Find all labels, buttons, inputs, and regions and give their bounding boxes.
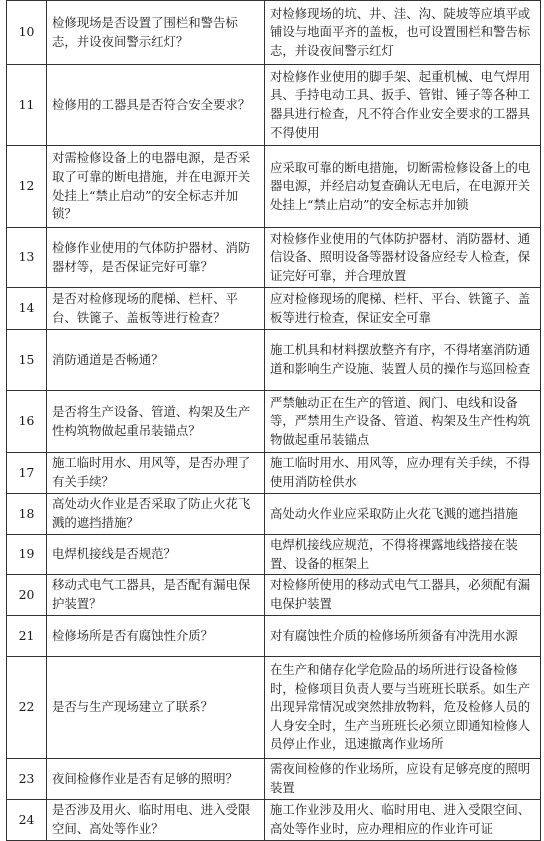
check-question: 是否与生产现场建立了联系？ bbox=[47, 657, 265, 759]
check-requirement: 高处动火作业应采取防止火花飞溅的遮挡措施 bbox=[265, 494, 541, 535]
table-row bbox=[7, 616, 541, 657]
table-row bbox=[7, 391, 541, 453]
check-question: 检修作业使用的气体防护器材、消防器材等，是否保证完好可靠？ bbox=[47, 228, 265, 288]
check-question: 检修场所是否有腐蚀性介质？ bbox=[47, 616, 265, 657]
check-requirement: 对检修现场的坑、井、洼、沟、陡坡等应填平或铺设与地面平齐的盖板，也可设置围栏和警告标志，并设夜间警示红灯 bbox=[265, 1, 541, 65]
table-row bbox=[7, 453, 541, 494]
check-requirement: 对有腐蚀性介质的检修场所须备有冲洗用水源 bbox=[265, 616, 541, 657]
table-row bbox=[7, 1, 541, 65]
check-question: 电焊机接线是否规范？ bbox=[47, 535, 265, 575]
row-number: 15 bbox=[7, 330, 47, 391]
row-number: 12 bbox=[7, 146, 47, 228]
check-question: 检修用的工器具是否符合安全要求？ bbox=[47, 65, 265, 146]
check-question: 施工临时用水、用风等，是否办理了有关手续？ bbox=[47, 453, 265, 494]
check-question: 移动式电气工器具，是否配有漏电保护装置？ bbox=[47, 575, 265, 616]
table-row bbox=[7, 575, 541, 616]
check-question: 消防通道是否畅通？ bbox=[47, 330, 265, 391]
check-requirement: 严禁触动正在生产的管道、阀门、电线和设备等，严禁用生产设备、管道、构架及生产性构筑物做起重吊装锚点 bbox=[265, 391, 541, 453]
check-requirement: 对检修作业使用的气体防护器材、消防器材、通信设备、照明设备等器材设备应经专人检查，保证完好可靠，并合理放置 bbox=[265, 228, 541, 288]
table-row bbox=[7, 800, 541, 841]
table-row bbox=[7, 146, 541, 228]
row-number: 20 bbox=[7, 575, 47, 616]
check-requirement: 对检修作业使用的脚手架、起重机械、电气焊用具、手持电动工具、扳手、管钳、锤子等各种工器具进行检查，凡不符合作业安全要求的工器具不得使用 bbox=[265, 65, 541, 146]
check-question: 高处动火作业是否采取了防止火花飞溅的遮挡措施？ bbox=[47, 494, 265, 535]
check-requirement: 施工临时用水、用风等，应办理有关手续，不得使用消防栓供水 bbox=[265, 453, 541, 494]
check-requirement: 需夜间检修的作业场所，应设有足够亮度的照明装置 bbox=[265, 759, 541, 800]
check-requirement: 应对检修现场的爬梯、栏杆、平台、铁篦子、盖板等进行检查，保证安全可靠 bbox=[265, 288, 541, 330]
check-requirement: 施工机具和材料摆放整齐有序，不得堵塞消防通道和影响生产设施、装置人员的操作与巡回检查 bbox=[265, 330, 541, 391]
check-question: 检修现场是否设置了围栏和警告标志，并设夜间警示红灯？ bbox=[47, 1, 265, 65]
inspection-checklist-table bbox=[6, 0, 541, 841]
check-question: 是否对检修现场的爬梯、栏杆、平台、铁篦子、盖板等进行检查？ bbox=[47, 288, 265, 330]
row-number: 11 bbox=[7, 65, 47, 146]
table-row bbox=[7, 494, 541, 535]
row-number: 10 bbox=[7, 1, 47, 65]
row-number: 23 bbox=[7, 759, 47, 800]
check-requirement: 对检修所使用的移动式电气工器具，必须配有漏电保护装置 bbox=[265, 575, 541, 616]
row-number: 22 bbox=[7, 657, 47, 759]
check-requirement: 应采取可靠的断电措施，切断需检修设备上的电器电源，并经启动复查确认无电后，在电源开关处挂上“禁止启动”的安全标志并加锁 bbox=[265, 146, 541, 228]
check-requirement: 电焊机接线应规范，不得将裸露地线搭接在装置、设备的框架上 bbox=[265, 535, 541, 575]
row-number: 16 bbox=[7, 391, 47, 453]
row-number: 19 bbox=[7, 535, 47, 575]
table-row bbox=[7, 657, 541, 759]
table-row bbox=[7, 288, 541, 330]
row-number: 24 bbox=[7, 800, 47, 841]
check-requirement: 在生产和储存化学危险品的场所进行设备检修时，检修项目负责人要与当班班长联系。如生产出现异常情况或突然排放物料，危及检修人员的人身安全时，生产当班班长必须立即通知检修人员停止作业，迅速撤离作业场所 bbox=[265, 657, 541, 759]
check-requirement: 施工作业涉及用火、临时用电、进入受限空间、高处等作业时，应办理相应的作业许可证 bbox=[265, 800, 541, 841]
table-row bbox=[7, 65, 541, 146]
check-question: 夜间检修作业是否有足够的照明？ bbox=[47, 759, 265, 800]
row-number: 13 bbox=[7, 228, 47, 288]
row-number: 17 bbox=[7, 453, 47, 494]
row-number: 21 bbox=[7, 616, 47, 657]
table-row bbox=[7, 535, 541, 575]
row-number: 18 bbox=[7, 494, 47, 535]
row-number: 14 bbox=[7, 288, 47, 330]
check-question: 是否将生产设备、管道、构架及生产性构筑物做起重吊装锚点？ bbox=[47, 391, 265, 453]
table-row bbox=[7, 330, 541, 391]
table-row bbox=[7, 228, 541, 288]
table-row bbox=[7, 759, 541, 800]
check-question: 对需检修设备上的电器电源，是否采取了可靠的断电措施，并在电源开关处挂上“禁止启动”的安全标志并加锁？ bbox=[47, 146, 265, 228]
check-question: 是否涉及用火、临时用电、进入受限空间、高处等作业？ bbox=[47, 800, 265, 841]
